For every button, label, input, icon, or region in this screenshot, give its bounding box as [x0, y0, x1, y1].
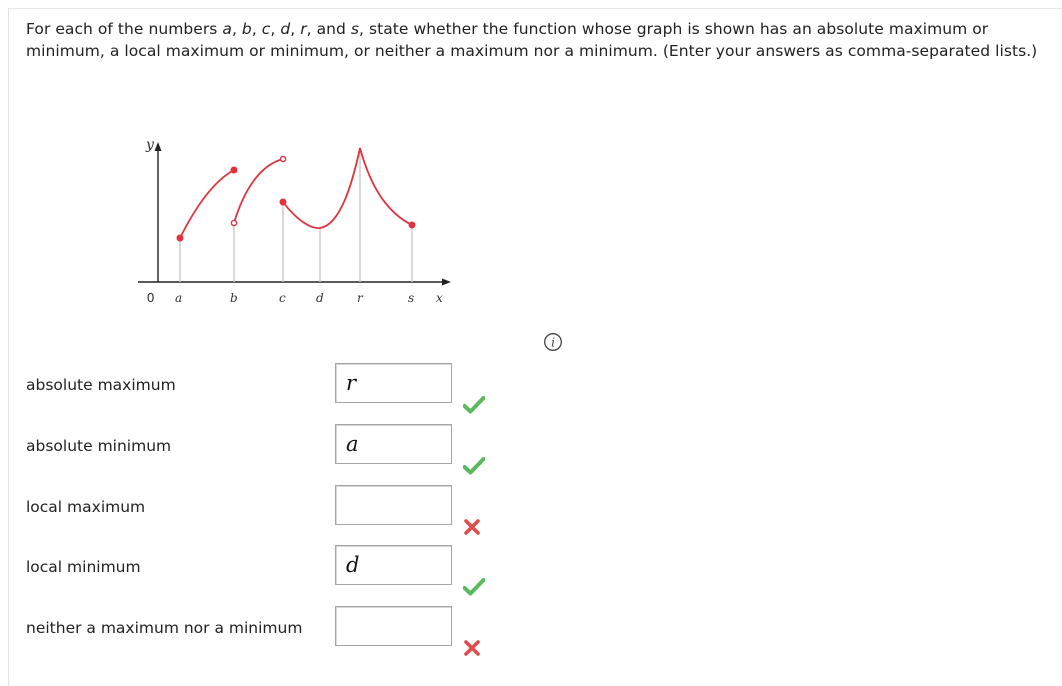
y-axis-arrow	[155, 142, 162, 151]
incorrect-x-icon	[463, 518, 481, 536]
tick-label-c: c	[279, 291, 286, 305]
tick-label-d: d	[316, 291, 324, 305]
open-point-c-upper	[280, 156, 285, 161]
origin-label: 0	[147, 290, 155, 305]
svg-text:i: i	[551, 335, 555, 350]
x-axis-label: x	[436, 291, 443, 305]
function-graph	[120, 130, 460, 310]
curve-segment-a-b	[180, 170, 234, 238]
neither-input[interactable]	[335, 606, 452, 646]
absolute-maximum-input[interactable]: r	[335, 363, 452, 403]
local-maximum-input[interactable]	[335, 485, 452, 525]
x-axis-arrow	[442, 279, 451, 286]
closed-point-b-upper	[231, 167, 237, 173]
tick-label-s: s	[408, 291, 415, 305]
guide-lines	[180, 148, 412, 282]
row-label-absolute-minimum: absolute minimum	[26, 437, 172, 455]
incorrect-x-icon	[463, 639, 481, 657]
absolute-minimum-input[interactable]: a	[335, 424, 452, 464]
info-icon[interactable]	[543, 332, 563, 352]
tick-label-b: b	[230, 291, 238, 305]
question-panel	[8, 8, 1062, 686]
closed-point-s	[409, 222, 415, 228]
curve-segment-c-s	[283, 148, 412, 228]
closed-point-a	[177, 235, 183, 241]
row-label-local-maximum: local maximum	[26, 498, 146, 516]
tick-label-r: r	[357, 291, 363, 305]
local-minimum-input[interactable]: d	[335, 545, 452, 585]
tick-label-a: a	[175, 291, 183, 305]
y-axis-label: y	[146, 137, 154, 153]
correct-check-icon	[463, 457, 485, 475]
correct-check-icon	[463, 578, 485, 596]
open-point-b-lower	[231, 220, 236, 225]
curve-segment-b-c	[234, 159, 283, 223]
row-label-neither: neither a maximum nor a minimum	[26, 619, 303, 637]
correct-check-icon	[463, 396, 485, 414]
row-label-local-minimum: local minimum	[26, 558, 141, 576]
closed-point-c-lower	[280, 199, 286, 205]
row-label-absolute-maximum: absolute maximum	[26, 376, 176, 394]
question-text: For each of the numbers a, b, c, d, r, and s, state whether the function whose graph is shown has an absolute maximum or minimum, a local maximum or minimum, or neither a maximum nor a minimum. (Enter your answers as comma-separated lists.)	[26, 20, 1038, 60]
